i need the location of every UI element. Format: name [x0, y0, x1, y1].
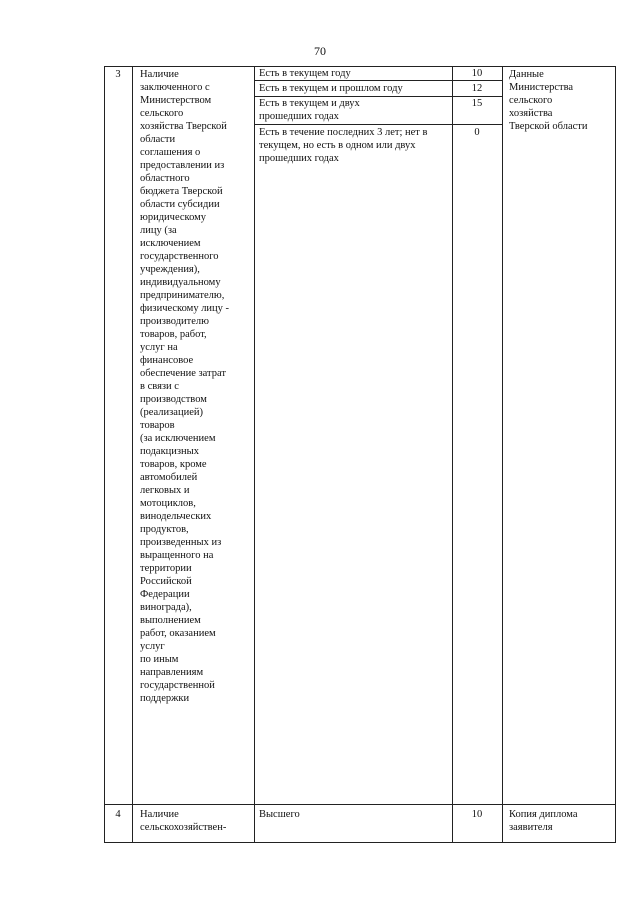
option-divider — [254, 80, 503, 81]
row-divider — [104, 804, 616, 805]
option-text: Есть в текущем и прошлом году — [259, 83, 403, 94]
option-text: Есть в текущем и двух прошедших годах — [259, 98, 360, 122]
column-divider — [132, 66, 133, 843]
option-points: 10 — [471, 809, 483, 820]
option-points: 0 — [474, 127, 480, 138]
option-points: 15 — [471, 98, 483, 109]
option-points: 12 — [471, 83, 483, 94]
table-border-left — [104, 66, 105, 843]
option-text: Есть в текущем году — [259, 68, 351, 79]
data-source: Копия диплома заявителя — [509, 809, 578, 833]
criterion-text: Наличие сельскохозяйствен- — [140, 809, 227, 833]
row-number: 4 — [115, 809, 121, 820]
column-divider — [254, 66, 255, 843]
option-points: 10 — [471, 68, 483, 79]
table-border-right — [615, 66, 616, 843]
option-text: Есть в течение последних 3 лет; нет в текущем, но есть в одном или двух прошедших годах — [259, 127, 428, 164]
row-number: 3 — [115, 69, 121, 80]
option-divider — [254, 124, 503, 125]
page-number: 70 — [314, 44, 326, 58]
data-source: Данные Министерства сельского хозяйства Тверской области — [509, 69, 588, 132]
table-border-bottom — [104, 842, 616, 843]
column-divider — [452, 66, 453, 843]
criterion-text: Наличие заключенного с Министерством сельского хозяйства Тверской области соглашения о предоставлении из областного бюджета Тверской области субсидии юридическому лицу (за исключением государственного учреждения), индивидуальному предпринимателю, физическому лицу - производителю товаров, работ, услуг на финансовое обеспечение затрат в связи с производством (реализацией) товаров (за исключением подакцизных товаров, кроме автомобилей легковых и мотоциклов, винодельческих продуктов, произведенных из выращенного на территории Российской Федерации винограда), выполнением работ, оказанием услуг по иным направлениям государственной поддержки — [140, 69, 230, 704]
option-text: Высшего — [259, 809, 300, 820]
criteria-table — [104, 66, 616, 843]
column-divider — [502, 66, 503, 843]
